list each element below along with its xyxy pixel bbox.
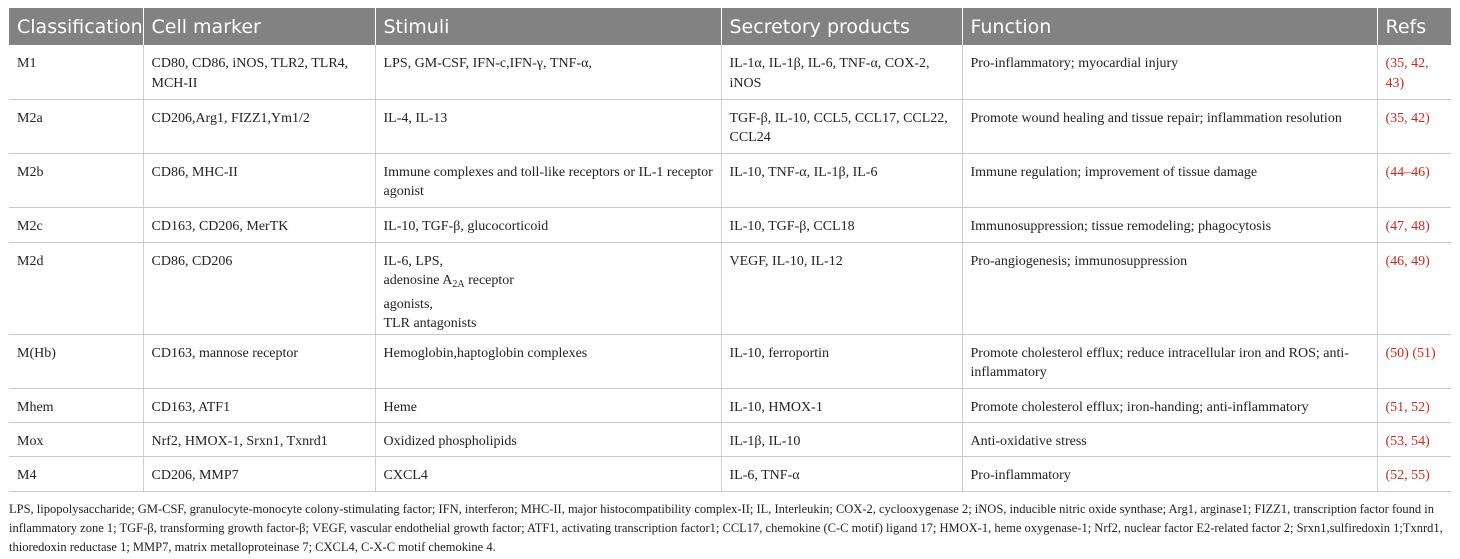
- cell-refs: (51, 52): [1377, 388, 1451, 422]
- cell-marker: CD206,Arg1, FIZZ1,Ym1/2: [143, 99, 375, 153]
- cell-function: Pro-inflammatory: [962, 456, 1377, 491]
- cell-function: Anti-oxidative stress: [962, 422, 1377, 456]
- cell-secretory-products: IL-10, HMOX-1: [721, 388, 962, 422]
- table-row: [9, 99, 1451, 153]
- cell-stimuli: IL-4, IL-13: [375, 99, 721, 153]
- cell-function: Promote cholesterol efflux; reduce intracellular iron and ROS; anti-inflammatory: [962, 334, 1377, 388]
- cell-function: Promote wound healing and tissue repair; inflammation resolution: [962, 99, 1377, 153]
- header-row: [9, 8, 1451, 45]
- cell-stimuli: IL-10, TGF-β, glucocorticoid: [375, 207, 721, 242]
- cell-classification: M1: [9, 45, 143, 99]
- header-cell-marker: Cell marker: [143, 8, 375, 45]
- header-stimuli: Stimuli: [375, 8, 721, 45]
- table-container: [9, 8, 1451, 492]
- cell-stimuli: Oxidized phospholipids: [375, 422, 721, 456]
- cell-marker: Nrf2, HMOX-1, Srxn1, Txnrd1: [143, 422, 375, 456]
- table-row: [9, 207, 1451, 242]
- table-row: [9, 456, 1451, 491]
- header-secretory-products: Secretory products: [721, 8, 962, 45]
- cell-secretory-products: IL-10, TNF-α, IL-1β, IL-6: [721, 153, 962, 207]
- table-row: [9, 388, 1451, 422]
- cell-marker: CD163, mannose receptor: [143, 334, 375, 388]
- table-row: [9, 153, 1451, 207]
- cell-secretory-products: IL-1α, IL-1β, IL-6, TNF-α, COX-2, iNOS: [721, 45, 962, 99]
- cell-classification: Mox: [9, 422, 143, 456]
- cell-function: Pro-angiogenesis; immunosuppression: [962, 242, 1377, 334]
- cell-classification: M4: [9, 456, 143, 491]
- cell-secretory-products: TGF-β, IL-10, CCL5, CCL17, CCL22, CCL24: [721, 99, 962, 153]
- cell-marker: CD86, CD206: [143, 242, 375, 334]
- cell-refs: (50) (51): [1377, 334, 1451, 388]
- cell-marker: CD86, MHC-II: [143, 153, 375, 207]
- cell-secretory-products: IL-10, ferroportin: [721, 334, 962, 388]
- cell-refs: (46, 49): [1377, 242, 1451, 334]
- cell-secretory-products: VEGF, IL-10, IL-12: [721, 242, 962, 334]
- header-classification: Classification: [9, 8, 143, 45]
- cell-function: Immune regulation; improvement of tissue damage: [962, 153, 1377, 207]
- cell-classification: M2d: [9, 242, 143, 334]
- cell-refs: (47, 48): [1377, 207, 1451, 242]
- cell-stimuli: Immune complexes and toll-like receptors or IL-1 receptor agonist: [375, 153, 721, 207]
- table-row: [9, 334, 1451, 388]
- cell-refs: (35, 42): [1377, 99, 1451, 153]
- cell-marker: CD206, MMP7: [143, 456, 375, 491]
- table-footnote: LPS, lipopolysaccharide; GM-CSF, granulocyte-monocyte colony-stimulating factor; IFN, interferon; MHC-II, major histocompatibility complex-II; IL, Interleukin; COX-2, cyclooxygenase 2; iNOS, inducible nitric oxide synthase; Arg1, arginase1; FIZZ1, transcription factor found in inflammatory zone 1; TGF-β, transforming growth factor-β; VEGF, vascular endothelial growth factor; ATF1, activating transcription factor1; CCL17, chemokine (C-C motif) ligand 17; HMOX-1, heme oxygenase-1; Nrf2, nuclear factor E2-related factor 2; Srxn1,sulfiredoxin 1;Txnrd1, thioredoxin reductase 1; MMP7, matrix metalloproteinase 7; CXCL4, C-X-C motif chemokine 4.: [9, 502, 1443, 554]
- cell-function: Promote cholesterol efflux; iron-handing; anti-inflammatory: [962, 388, 1377, 422]
- table-row: [9, 45, 1451, 99]
- cell-secretory-products: IL-1β, IL-10: [721, 422, 962, 456]
- cell-stimuli: LPS, GM-CSF, IFN-c,IFN-γ, TNF-α,: [375, 45, 721, 99]
- cell-marker: CD163, CD206, MerTK: [143, 207, 375, 242]
- cell-classification: Mhem: [9, 388, 143, 422]
- header-refs: Refs: [1377, 8, 1451, 45]
- cell-classification: M2b: [9, 153, 143, 207]
- cell-classification: M(Hb): [9, 334, 143, 388]
- cell-stimuli: IL-6, LPS, adenosine $A_{2A}$ receptor agonists, TLR antagonists: [375, 242, 721, 334]
- cell-refs: (44–46): [1377, 153, 1451, 207]
- cell-stimuli: Heme: [375, 388, 721, 422]
- macrophage-classification-table: [9, 8, 1451, 492]
- cell-secretory-products: IL-10, TGF-β, CCL18: [721, 207, 962, 242]
- cell-classification: M2a: [9, 99, 143, 153]
- subscript-2a: 2A: [452, 279, 465, 290]
- cell-function: Immunosuppression; tissue remodeling; phagocytosis: [962, 207, 1377, 242]
- cell-stimuli: Hemoglobin,haptoglobin complexes: [375, 334, 721, 388]
- cell-stimuli: CXCL4: [375, 456, 721, 491]
- cell-secretory-products: IL-6, TNF-α: [721, 456, 962, 491]
- cell-classification: M2c: [9, 207, 143, 242]
- cell-refs: (52, 55): [1377, 456, 1451, 491]
- cell-marker: CD163, ATF1: [143, 388, 375, 422]
- cell-refs: (35, 42, 43): [1377, 45, 1451, 99]
- cell-function: Pro-inflammatory; myocardial injury: [962, 45, 1377, 99]
- header-function: Function: [962, 8, 1377, 45]
- table-row: [9, 422, 1451, 456]
- cell-marker: CD80, CD86, iNOS, TLR2, TLR4, MCH-II: [143, 45, 375, 99]
- table-row: [9, 242, 1451, 334]
- cell-refs: (53, 54): [1377, 422, 1451, 456]
